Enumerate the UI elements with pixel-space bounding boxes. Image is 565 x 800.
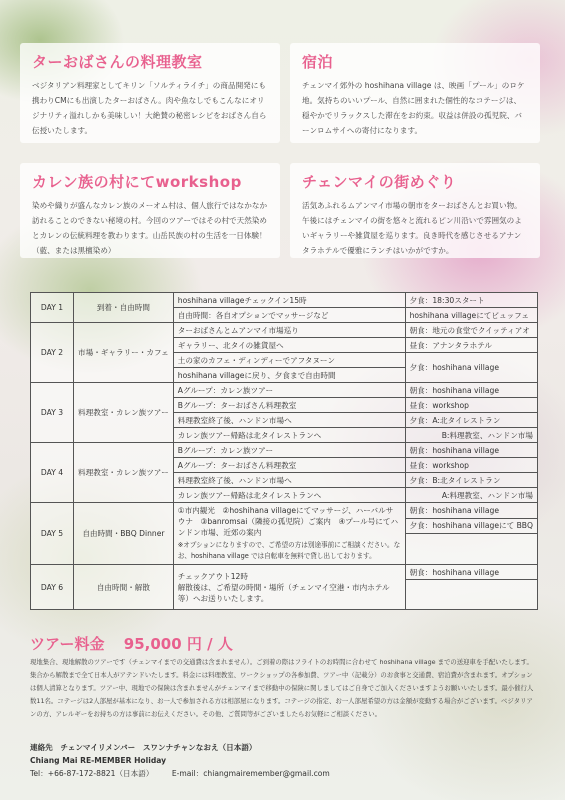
contact-details bbox=[30, 767, 540, 780]
cooking-class-title: ターおばさんの料理教室 bbox=[32, 53, 203, 71]
meal-cell: 昼食：アナンタラホテル bbox=[405, 338, 537, 353]
stay-title: 宿泊 bbox=[302, 53, 334, 71]
city-tour-card bbox=[290, 163, 540, 258]
table-row bbox=[31, 323, 538, 338]
day-slot: 到着・自由時間 bbox=[74, 293, 174, 323]
activity-cell: カレン族ツアー帰路は北タイレストランへ bbox=[173, 488, 405, 503]
meal-cell: A:料理教室、ハンドン市場 bbox=[405, 488, 537, 503]
day5-options: ①市内観光 ②hoshihana villageにてマッサージ、ハーバルサウナ ③banromsai（隣接の孤児院）ご案内 ④プール号にてハンドン市場、近郊の案内 bbox=[177, 506, 399, 537]
day6-dropoff: 解散後は、ご希望の時間・場所（チェンマイ空港・市内ホテル等）へお送りいたします。 bbox=[177, 582, 390, 603]
day-label: DAY 4 bbox=[31, 443, 74, 503]
meal-cell: 朝食：hoshihana village bbox=[405, 503, 537, 519]
karen-workshop-title: カレン族の村にてworkshop bbox=[32, 173, 242, 191]
meal-cell bbox=[405, 580, 537, 610]
meal-cell: 昼食：workshop bbox=[405, 398, 537, 413]
meal-cell: 昼食：workshop bbox=[405, 458, 537, 473]
contact-name: 連絡先 チェンマイリメンバー スワンナチャンなおえ（日本語） bbox=[30, 743, 257, 752]
karen-workshop-body: 染めや織りが盛んなカレン族のメーオム村は、個人旅行ではなかなか訪れることのできない秘境の村。今回のツアーではその村で天然染めとカレンの伝統料理を教わります。山岳民族の村の生活を一日体験！（藍、または黒檀染め） bbox=[32, 201, 268, 255]
meal-cell: hoshihana villageにてビュッフェ bbox=[405, 308, 537, 323]
table-row bbox=[31, 565, 538, 580]
activity-cell: 料理教室終了後、ハンドン市場へ bbox=[173, 413, 405, 428]
schedule-table bbox=[30, 292, 538, 610]
activity-cell: ギャラリー、北タイの雑貨屋へ bbox=[173, 338, 405, 353]
stay-card bbox=[290, 43, 540, 143]
day-slot: 市場・ギャラリー・カフェ bbox=[74, 323, 174, 383]
activity-cell: 土の家のカフェ・ディンディーでアフタヌーン bbox=[173, 353, 405, 368]
meal-cell: 夕食：hoshihana villageにて BBQ bbox=[405, 518, 537, 534]
activity-cell: Bグループ：ターおばさん料理教室 bbox=[173, 398, 405, 413]
meal-cell: 朝食：hoshihana village bbox=[405, 383, 537, 398]
day-label: DAY 6 bbox=[31, 565, 74, 610]
activity-cell: カレン族ツアー帰路は北タイレストランへ bbox=[173, 428, 405, 443]
meal-cell: B:料理教室、ハンドン市場 bbox=[405, 428, 537, 443]
tour-price bbox=[30, 633, 247, 654]
meal-cell: 朝食：地元の食堂でクイッティアオ bbox=[405, 323, 537, 338]
meal-cell: 夕食：A:北タイレストラン bbox=[405, 413, 537, 428]
day-slot: 自由時間・解散 bbox=[74, 565, 174, 610]
table-row bbox=[31, 293, 538, 308]
day-slot: 料理教室・カレン族ツアー bbox=[74, 443, 174, 503]
contact-tel: Tel：+66-87-172-8821（日本語） bbox=[30, 769, 154, 778]
meal-cell: 夕食：B:北タイレストラン bbox=[405, 473, 537, 488]
cooking-class-card bbox=[20, 43, 280, 143]
cooking-class-body: ベジタリアン料理家としてキリン「ソルティライチ」の商品開発にも携わりCMにも出演したターおばさん。肉や魚なしでもこんなにオリジナリティ溢れしかも美味しい！大絶賛の秘密レシピをおばさん自ら伝授いたします。 bbox=[32, 81, 267, 135]
table-row bbox=[31, 383, 538, 398]
city-tour-title: チェンマイの街めぐり bbox=[302, 173, 457, 191]
day-label: DAY 2 bbox=[31, 323, 74, 383]
activity-cell: Bグループ：カレン族ツアー bbox=[173, 443, 405, 458]
price-note: 現地集合、現地解散のツアーです（チェンマイまでの交通費は含まれません）。ご到着の際はフライトのお時間に合わせて hoshihana village までの送迎車を手配いたします。集合から解散まで全て日本人がアテンドいたします。料金には料理教室、ワークショップの各参加費、ツアー中（記載分）のお食事と交通費、宿泊費が含まれます。オプションは個人清算となります。ツアー中、現地での保険は含まれませんがチェンマイまで移動中の保険に関しましてはご自身でご加入くださいますようお願いいたします。最小催行人数11名。コテージは2人部屋が基本になり、お一人で参加される方は相部屋になります。コテージの指定、お一人部屋希望の方は金額が変動する場合がございます。ベジタリアンの方、アレルギーをお持ちの方は事前にお伝えください。その他、ご質問等がございましたらお気軽にご相談ください。 bbox=[30, 658, 534, 718]
activity-cell: hoshihana villageチェックイン15時 bbox=[173, 293, 405, 308]
city-tour-body: 活気あふれるムアンマイ市場の朝市をターおばさんとお買い物。午後にはチェンマイの街を悠々と流れるピン川沿いで雰囲気のよいギャラリーや雑貨屋を巡ります。良き時代を感じさせるアナンタラホテルで優雅にランチはいかがですか。 bbox=[302, 201, 522, 255]
activity-cell bbox=[173, 565, 405, 610]
activity-cell: Aグループ：カレン族ツアー bbox=[173, 383, 405, 398]
day-slot: 自由時間・BBQ Dinner bbox=[74, 503, 174, 565]
contact-email[interactable]: E-mail：chiangmairemember@gmail.com bbox=[171, 769, 330, 778]
day-label: DAY 5 bbox=[31, 503, 74, 565]
price-label: ツアー料金 bbox=[30, 635, 105, 653]
activity-cell: 料理教室終了後、ハンドン市場へ bbox=[173, 473, 405, 488]
meal-cell: 朝食：hoshihana village bbox=[405, 565, 537, 580]
activity-cell bbox=[173, 503, 405, 565]
day6-checkout: チェックアウト12時 bbox=[177, 571, 248, 581]
meal-cell: 朝食：hoshihana village bbox=[405, 443, 537, 458]
day-label: DAY 3 bbox=[31, 383, 74, 443]
karen-workshop-card bbox=[20, 163, 280, 258]
day-slot: 料理教室・カレン族ツアー bbox=[74, 383, 174, 443]
activity-cell: 自由時間：各自オプションでマッサージなど bbox=[173, 308, 405, 323]
table-row bbox=[31, 443, 538, 458]
day-label: DAY 1 bbox=[31, 293, 74, 323]
activity-cell: ターおばさんとムアンマイ市場巡り bbox=[173, 323, 405, 338]
day5-note: ※オプションになりますので、ご希望の方は別途事前にご相談ください。なお、hoshihana village では自転車を無料で貸し出しております。 bbox=[177, 541, 401, 560]
stay-body: チェンマイ郊外の hoshihana village は、映画「プール」のロケ地。気持ちのいいプール、自然に囲まれた個性的なコテージは、穏やかでリラックスした滞在をお約束。収益は併設の孤児院、バーンロムサイへの寄付になります。 bbox=[302, 81, 525, 135]
activity-cell: hoshihana villageに戻り、夕食まで自由時間 bbox=[173, 368, 405, 383]
meal-cell: 夕食：hoshihana village bbox=[405, 353, 537, 383]
price-amount: 95,000 円 / 人 bbox=[123, 635, 233, 653]
contact-block bbox=[30, 741, 540, 780]
activity-cell: Aグループ：ターおばさん料理教室 bbox=[173, 458, 405, 473]
meal-cell: 夕食：18:30スタート bbox=[405, 293, 537, 308]
table-row bbox=[31, 503, 538, 519]
meal-cell bbox=[405, 534, 537, 565]
contact-org: Chiang Mai RE-MEMBER Holiday bbox=[30, 756, 167, 765]
